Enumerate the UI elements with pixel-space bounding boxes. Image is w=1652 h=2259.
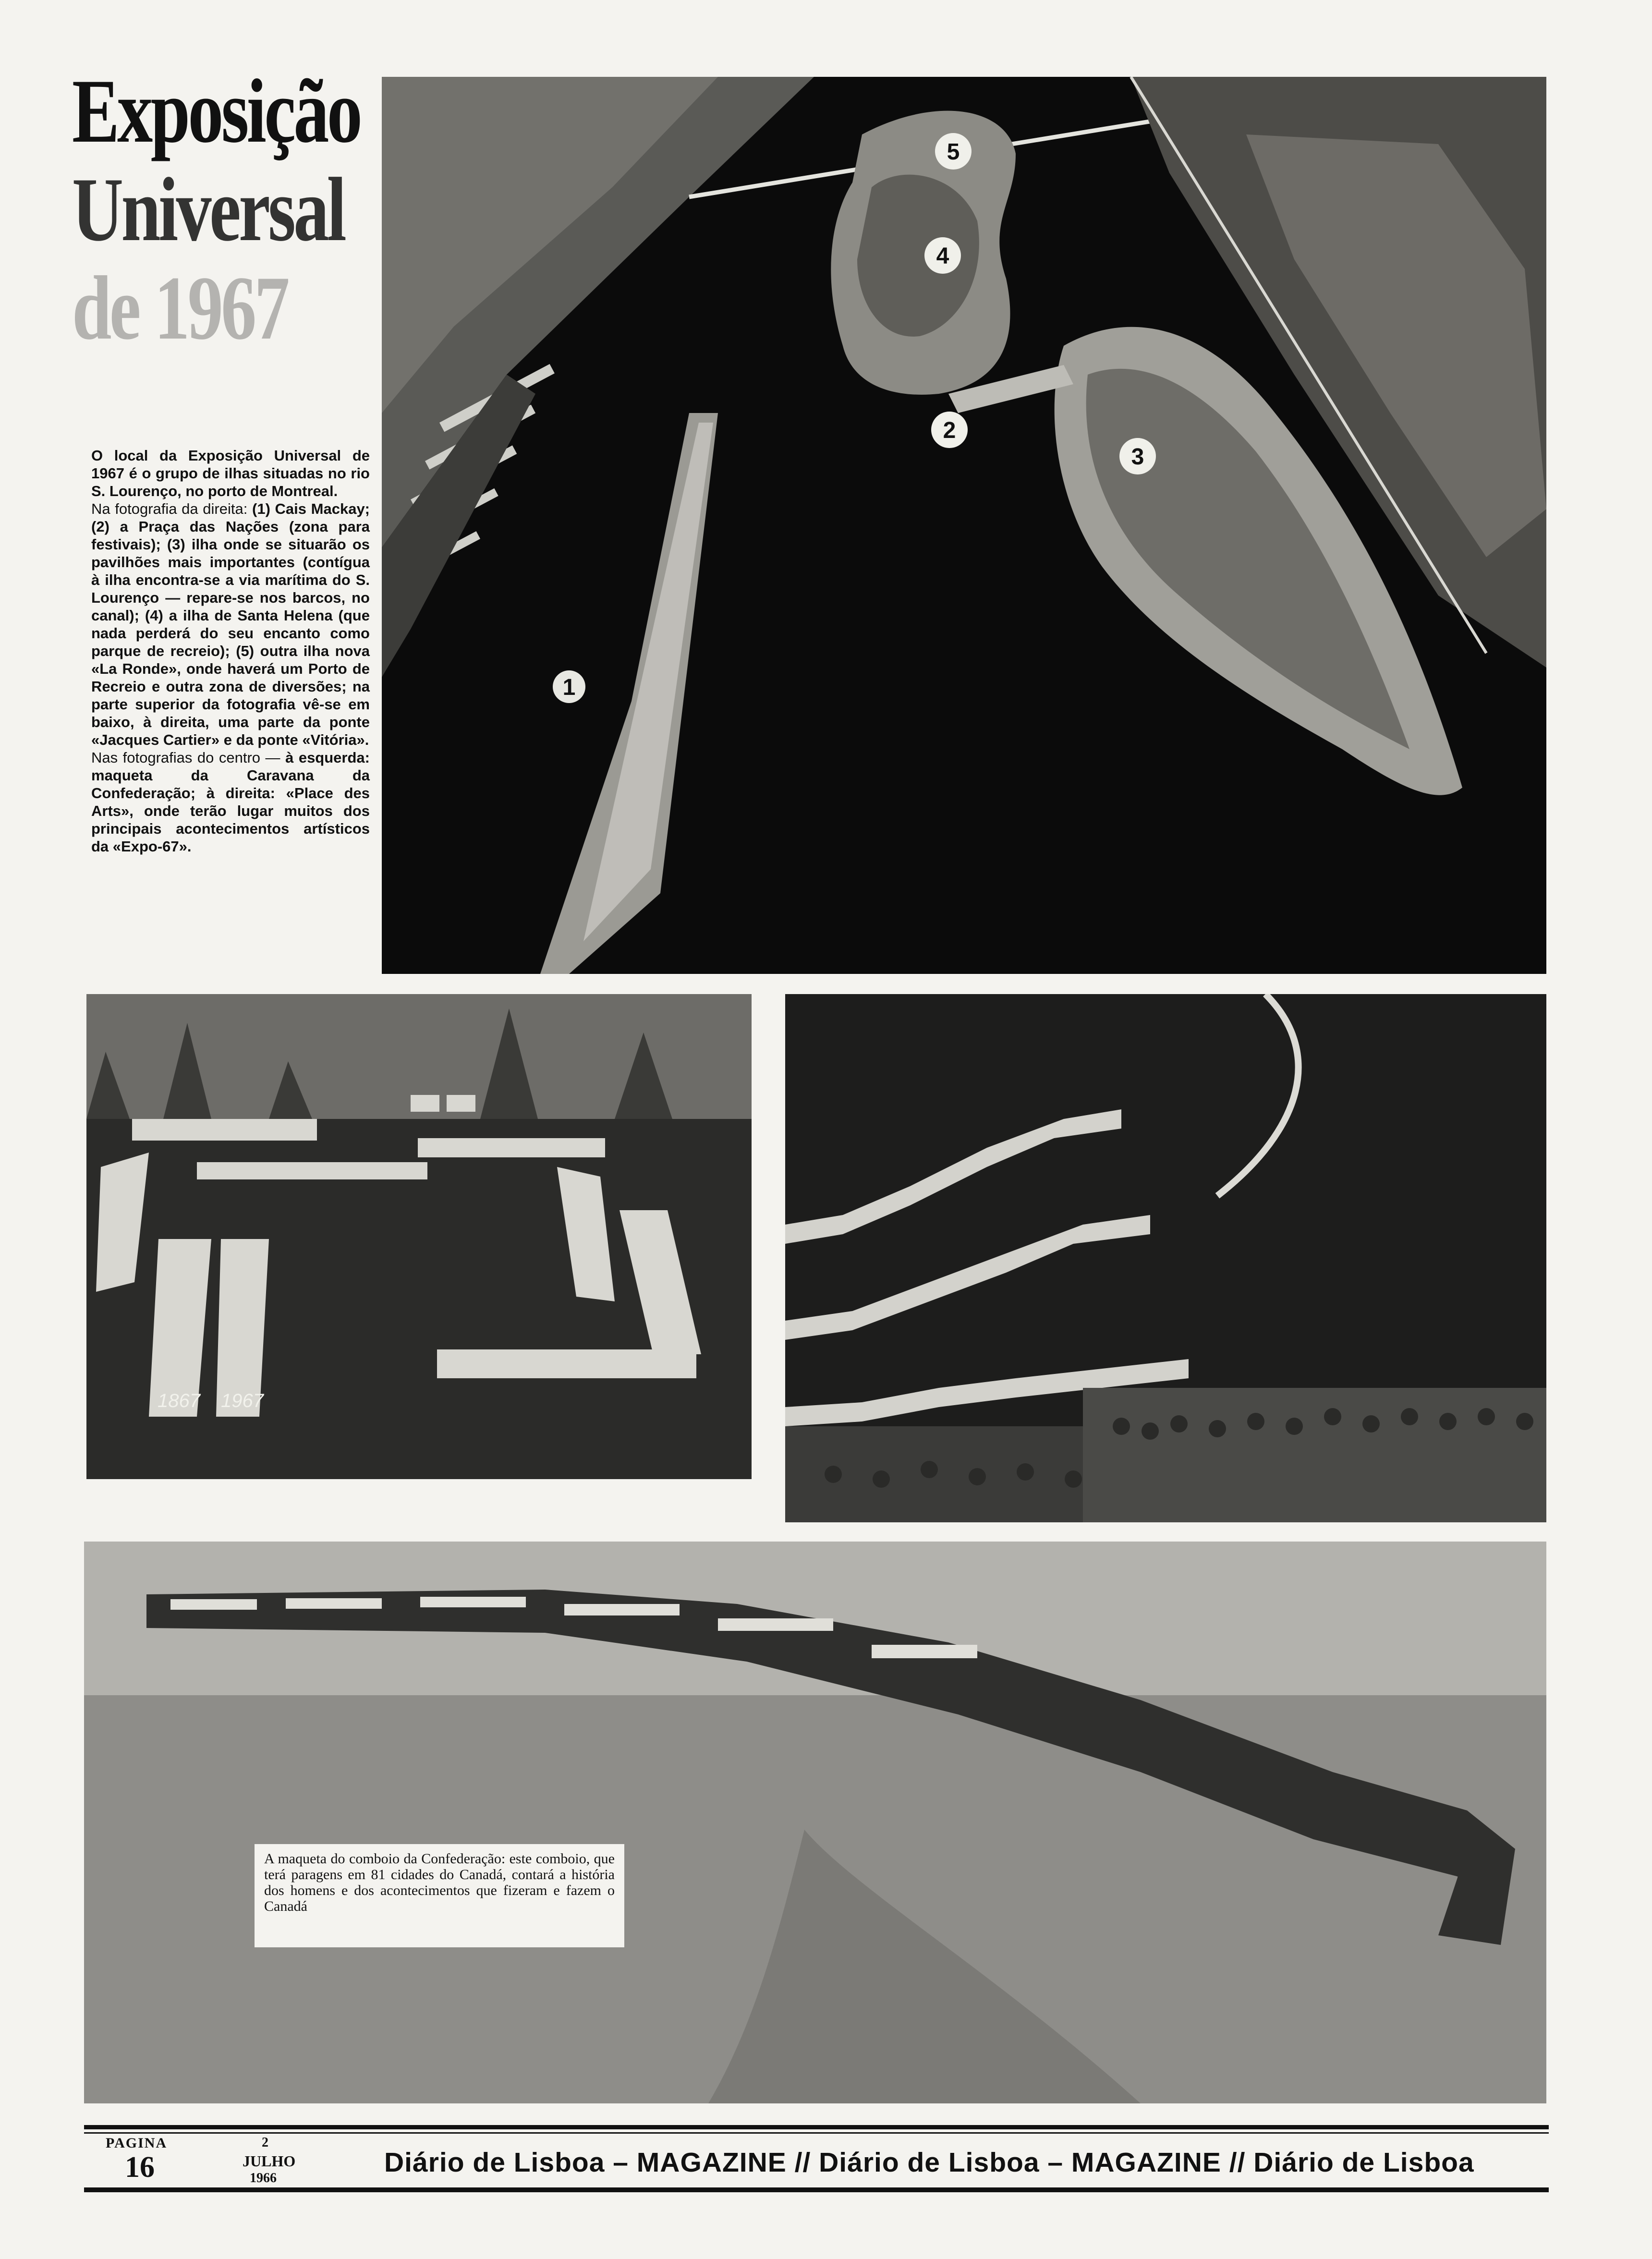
marker-2: 2 (943, 418, 956, 443)
right-photo-text: (1) Cais Mackay; (2) a Praça das Nações (zona para festivais); (3) ilha onde se situarão os pavilhões mais importantes (contígua à ilha encontra-se a via marítima do S. Lourenço — repare-se nos barcos, no canal); (4) a ilha de Santa Helena (que nada perderá do seu encanto como parque de recreio); (5) outra ilha nova «La Ronde», onde haverá um Porto de Recreio e outra zona de diversões; na parte superior da fotografia vê-se em baixo, à direita, uma parte da ponte «Jacques Cartier» e da ponte «Vitória». (91, 500, 370, 748)
caravan-model-photo (86, 994, 752, 1479)
marker-1: 1 (562, 675, 576, 700)
marker-4: 4 (936, 243, 949, 269)
masthead: Diário de Lisboa – MAGAZINE // Diário de Lisboa – MAGAZINE // Diário de Lisboa (384, 2147, 1474, 2178)
intro-right-photo (91, 500, 370, 749)
caravan-train-photo (84, 1542, 1546, 2103)
intro-text (91, 447, 370, 855)
aerial-photo (382, 77, 1546, 974)
page-label: PAGINA (106, 2135, 168, 2151)
headline-line-1: Exposição (72, 61, 361, 162)
marker-3: 3 (1131, 444, 1144, 470)
center-photo-text: à esquerda: maqueta da Caravana da Confederação; à direita: «Place des Arts», onde terão lugar muitos dos principais acontecimentos artísticos da «Expo-67». (91, 749, 370, 855)
footer-rule-top (84, 2125, 1549, 2129)
date-year: 1966 (250, 2171, 277, 2186)
marker-5: 5 (947, 139, 960, 165)
page-number: 16 (125, 2151, 155, 2184)
right-photo-label: Na fotografia da direita: (91, 500, 248, 517)
footer-rule-bottom (84, 2187, 1549, 2192)
headline (72, 61, 361, 359)
headline-line-2: Universal (72, 159, 345, 260)
model-sign-1: 1867 (158, 1390, 200, 1411)
place-des-arts-photo (785, 994, 1546, 1522)
intro-lead: O local da Exposição Universal de 1967 é o grupo de ilhas situadas no rio S. Lourenço, no porto de Montreal. (91, 447, 370, 499)
date-month: JULHO (243, 2152, 296, 2170)
center-photo-label: Nas fotografias do centro — (91, 749, 280, 766)
date-day: 2 (262, 2135, 268, 2150)
headline-line-3: de 1967 (72, 258, 288, 359)
model-sign-2: 1967 (221, 1390, 264, 1411)
intro-center-photos (91, 749, 370, 855)
train-caption: A maqueta do comboio da Confederação: este comboio, que terá paragens em 81 cidades do Canadá, contará a história dos homens e dos acontecimentos que fizeram e fazem o Canadá (255, 1844, 624, 1947)
footer-rule-top-thin (84, 2132, 1549, 2134)
